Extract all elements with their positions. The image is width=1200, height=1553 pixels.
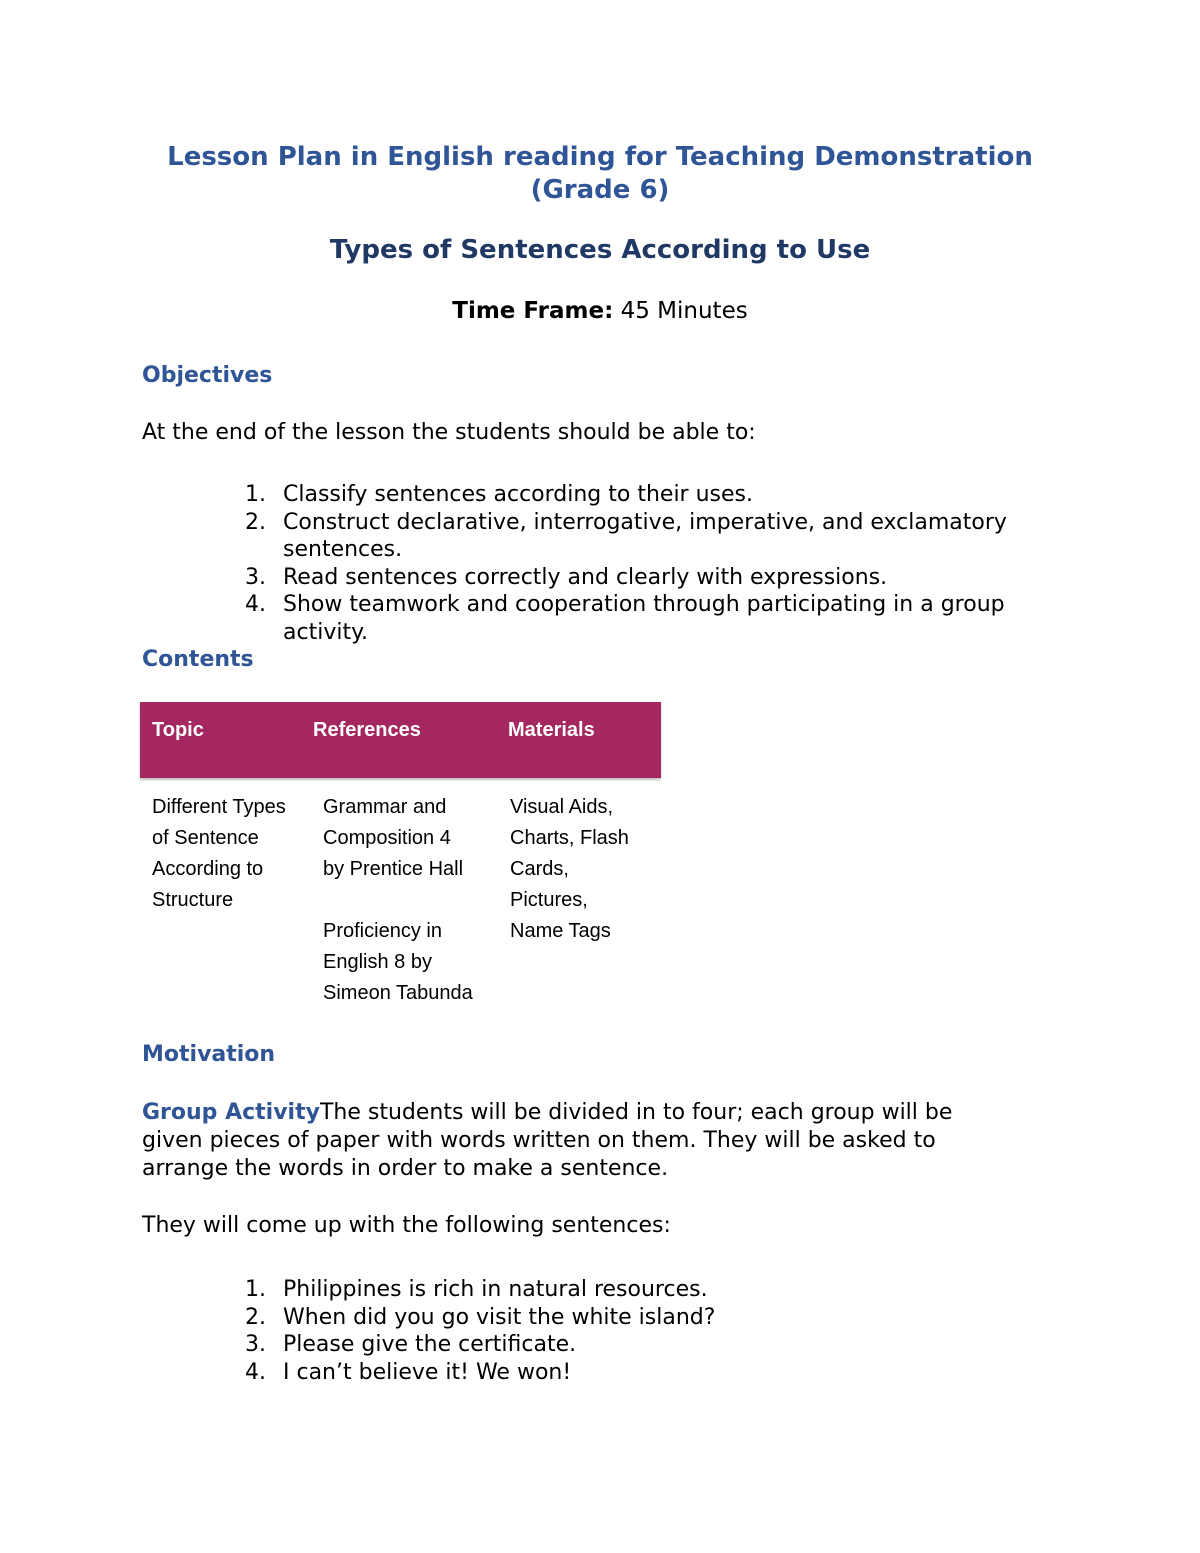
table-header-topic: Topic: [152, 719, 204, 741]
list-item: [245, 1304, 1075, 1332]
table-cell-materials: [510, 792, 629, 947]
time-frame-value: 45 Minutes: [613, 298, 748, 324]
list-number: 3.: [245, 564, 266, 590]
cell-blank-line: [323, 885, 473, 916]
list-number: 4.: [245, 1359, 266, 1385]
page-title-line-2: (Grade 6): [530, 175, 670, 205]
list-item: [245, 481, 1075, 509]
cell-line: Pictures,: [510, 889, 588, 911]
list-item: [245, 1276, 1075, 1304]
list-item: [245, 1331, 1075, 1359]
cell-line: Composition 4: [323, 827, 451, 849]
table-header-references: References: [313, 719, 421, 741]
cell-line: Charts, Flash: [510, 827, 629, 849]
group-activity-text: The students will be divided in to four; each group will be: [319, 1100, 953, 1125]
objectives-heading: Objectives: [142, 363, 273, 388]
list-number: 3.: [245, 1332, 266, 1357]
list-number: 2.: [245, 509, 266, 535]
sentences-intro: They will come up with the following sentences:: [142, 1213, 671, 1238]
time-frame-label: Time Frame:: [452, 298, 614, 324]
group-activity-text: given pieces of paper with words written on them. They will be asked to: [142, 1128, 936, 1153]
list-number: 4.: [245, 592, 266, 617]
cell-line: According to: [152, 858, 264, 880]
cell-line: English 8 by: [323, 951, 432, 973]
cell-line: Simeon Tabunda: [323, 982, 473, 1004]
sentence-text: When did you go visit the white island?: [283, 1304, 716, 1330]
list-number: 1.: [245, 482, 266, 507]
objectives-list: [245, 481, 1075, 646]
cell-line: Structure: [152, 889, 234, 911]
contents-heading: Contents: [142, 647, 254, 672]
time-frame: [0, 296, 1200, 326]
list-number: 2.: [245, 1304, 266, 1330]
motivation-heading: Motivation: [142, 1042, 276, 1067]
objective-text-continued: sentences.: [283, 537, 403, 562]
objective-text-continued: activity.: [283, 619, 368, 645]
lesson-subtitle: Types of Sentences According to Use: [329, 235, 871, 265]
table-cell-references: [323, 792, 473, 1009]
table-header-materials: Materials: [508, 719, 595, 741]
objective-text: Show teamwork and cooperation through participating in a group: [283, 592, 1005, 617]
cell-line: Visual Aids,: [510, 796, 614, 818]
objective-text: Classify sentences according to their uses.: [283, 482, 753, 507]
table-cell-topic: [152, 792, 286, 916]
page-title-line-1: Lesson Plan in English reading for Teaching Demonstration: [167, 142, 1033, 172]
objectives-intro: At the end of the lesson the students should be able to:: [142, 420, 756, 445]
list-item: [245, 509, 1075, 564]
cell-line: Cards,: [510, 858, 569, 880]
sentence-text: I can’t believe it! We won!: [283, 1359, 572, 1385]
cell-line: Different Types: [152, 796, 286, 818]
sentences-list: [245, 1276, 1075, 1386]
cell-line: by Prentice Hall: [323, 858, 464, 880]
objective-text: Construct declarative, interrogative, imperative, and exclamatory: [283, 509, 1007, 535]
objective-text: Read sentences correctly and clearly with expressions.: [283, 564, 888, 590]
list-item: [245, 1359, 1075, 1387]
list-number: 1.: [245, 1277, 266, 1302]
cell-line: Name Tags: [510, 920, 611, 942]
list-item: [245, 591, 1075, 646]
cell-line: Grammar and: [323, 796, 447, 818]
cell-line: of Sentence: [152, 827, 259, 849]
cell-line: Proficiency in: [323, 920, 442, 942]
sentence-text: Philippines is rich in natural resources.: [283, 1277, 708, 1302]
group-activity-text: arrange the words in order to make a sentence.: [142, 1156, 669, 1181]
group-activity-label: Group Activity: [142, 1100, 320, 1125]
list-item: [245, 564, 1075, 592]
sentence-text: Please give the certificate.: [283, 1332, 577, 1357]
group-activity-paragraph: [142, 1099, 1062, 1183]
